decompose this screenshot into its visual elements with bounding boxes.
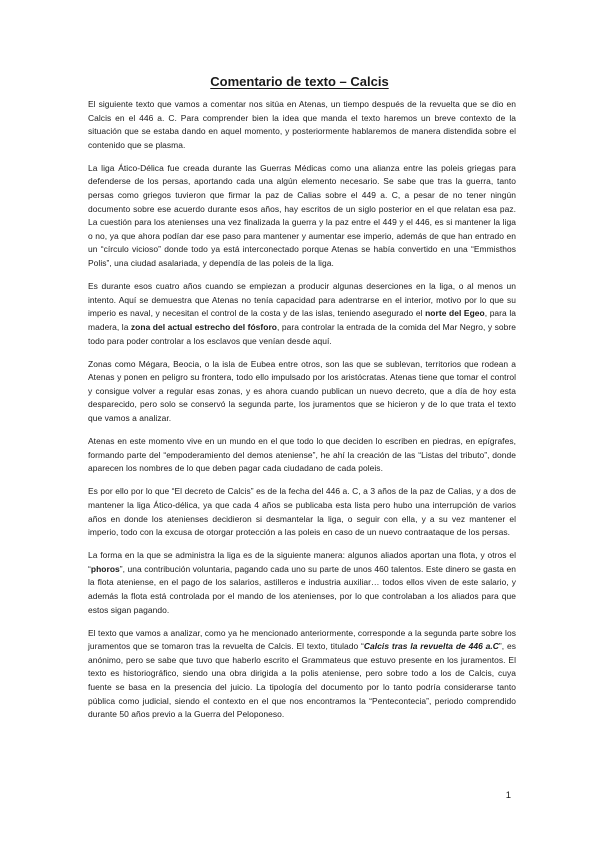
paragraph-intro: El siguiente texto que vamos a comentar nos sitúa en Atenas, un tiempo después de la revuelta que se dio en Calcis en el 446 a. C. Para comprender bien la idea que manda el texto haremos un breve contexto de la situación que se estaba dando en aquel momento, y posteriormente hablaremos de manera distendida sobre el contenido que se plasma. xyxy=(88,99,516,150)
bold-italic-title: Calcis tras la revuelta de 446 a.C xyxy=(363,641,499,652)
paragraph-liga: La liga Ático-Délica fue creada durante las Guerras Médicas como una alianza entre las poleis griegas para defenderse de los persas, aportando cada una algún elemento necesario. Se sabe que tras la guerra, tanto persas como griegos tuvieron que firmar la paz de Calias sobre el 449 a. C, a pesar de no tener ningún documento sobre ese acuerdo durante esos años, hay escritos de un siglo posterior en el que relatan esa paz. La cuestión para los atenienses una vez finalizada la guerra y la paz entre el 449 y el 446, es si mantener la liga o no, ya que ahora podían dar ese paso para mantener y aumentar ese imperio, además de que han entrado en un “círculo vicioso” donde todo ya está interconectado porque Atenas se había convertido en una “Emmisthos Polis”, una ciudad asalariada, y dependía de las poleis de la liga. xyxy=(88,162,516,269)
paragraph-epigrafes: Atenas en este momento vive en un mundo en el que todo lo que deciden lo escriben en piedras, en epígrafes, formando parte del “empoderamiento del demos ateniense”, he ahí la creación de las “Listas del tributo”, donde aparecen los nombres de lo que deben pagar cada ciudadano de cada poleis. xyxy=(88,436,516,474)
text-run: La forma en la que se administra la liga es de la siguiente manera: algunos aliados aportan una flota, y otros el “ xyxy=(88,550,516,574)
paragraph-deserciones xyxy=(88,280,516,348)
paragraph-analisis xyxy=(88,627,516,722)
page-title: Comentario de texto – Calcis xyxy=(210,74,389,89)
text-run: ”, una contribución voluntaria, pagando cada uno su parte de unos 460 talentos. Este dinero se gasta en la flota ateniense, en el pago de los salarios, astilleros e industria auxiliar… todos ellos viven de este salario, y además la flota está controlada por el mando de los atenienses, por lo que controlaban a los aliados para que estos sigan pagando. xyxy=(88,563,516,615)
text-run: , para la madera, la xyxy=(88,308,517,332)
document-body xyxy=(88,98,516,731)
paragraph-zonas: Zonas como Mégara, Beocia, o la isla de Eubea entre otros, son las que se sublevan, territorios que rodean a Atenas y ponen en peligro su frontera, todo ello impulsado por los aristócratas. Atenas tiene que tomar el control y consigue volver a regular esas zonas, y es ahora cuando publican un nuevo decreto, que a día de hoy esta desparecido, pero solo se conservó la segunda parte, los juramentos que se hicieron y de lo que trata el texto que vamos a analizar. xyxy=(88,358,516,423)
text-run: , para controlar la entrada de la comida del Mar Negro, y sobre todo para poder controlar a los esclavos que venían desde aquí. xyxy=(88,321,516,346)
text-run: Es durante esos cuatro años cuando se empiezan a producir algunas deserciones en la liga, o al menos un intento. Aquí se demuestra que Atenas no tenía capacidad para adentrarse en el interior, motivo por lo que su imperio es naval, y necesitan el control de la costa y de las islas, teniendo asegurado el xyxy=(88,281,516,319)
text-run: El texto que vamos a analizar, como ya he mencionado anteriormente, corresponde a la segunda parte sobre los juramentos que se tomaron tras la revuelta de Calcis. El texto, titulado “ xyxy=(88,627,516,652)
paragraph-decreto: Es por ello por lo que “El decreto de Calcis” es de la fecha del 446 a. C, a 3 años de la paz de Calias, y a dos de mantener la liga Ático-délica, ya que cada 4 años se publicaba esta lista pero hubo una interrupción de varios años en donde los atenienses decidieron si desmantelar la liga, o seguir con ella, y a su vez mantener el imperio, todo con la excusa de otorgar protección a las poleis en caso de un nuevo contraataque de los persas. xyxy=(88,486,516,538)
paragraph-administracion xyxy=(88,549,516,617)
page-number: 1 xyxy=(505,790,511,801)
text-run: ”, es anónimo, pero se sabe que tuvo que haberlo escrito el Grammateus que estuvo presente en los juramentos. El texto es historiográfico, siendo una obra dirigida a la polis ateniense, pero sobre todo a los de Calcis, cuya fuente se basa en la presencia del juicio. La tipología del documento por lo tanto podría considerarse tanto pública como judicial, siendo el contexto en el que nos encontramos la “Pentecontecia”, periodo comprendido durante 50 años previo a la Guerra del Peloponeso. xyxy=(88,641,516,720)
bold-term: norte del Egeo xyxy=(425,308,485,319)
bold-term: zona del actual estrecho del fósforo xyxy=(130,321,277,332)
bold-term: phoros xyxy=(90,563,120,574)
